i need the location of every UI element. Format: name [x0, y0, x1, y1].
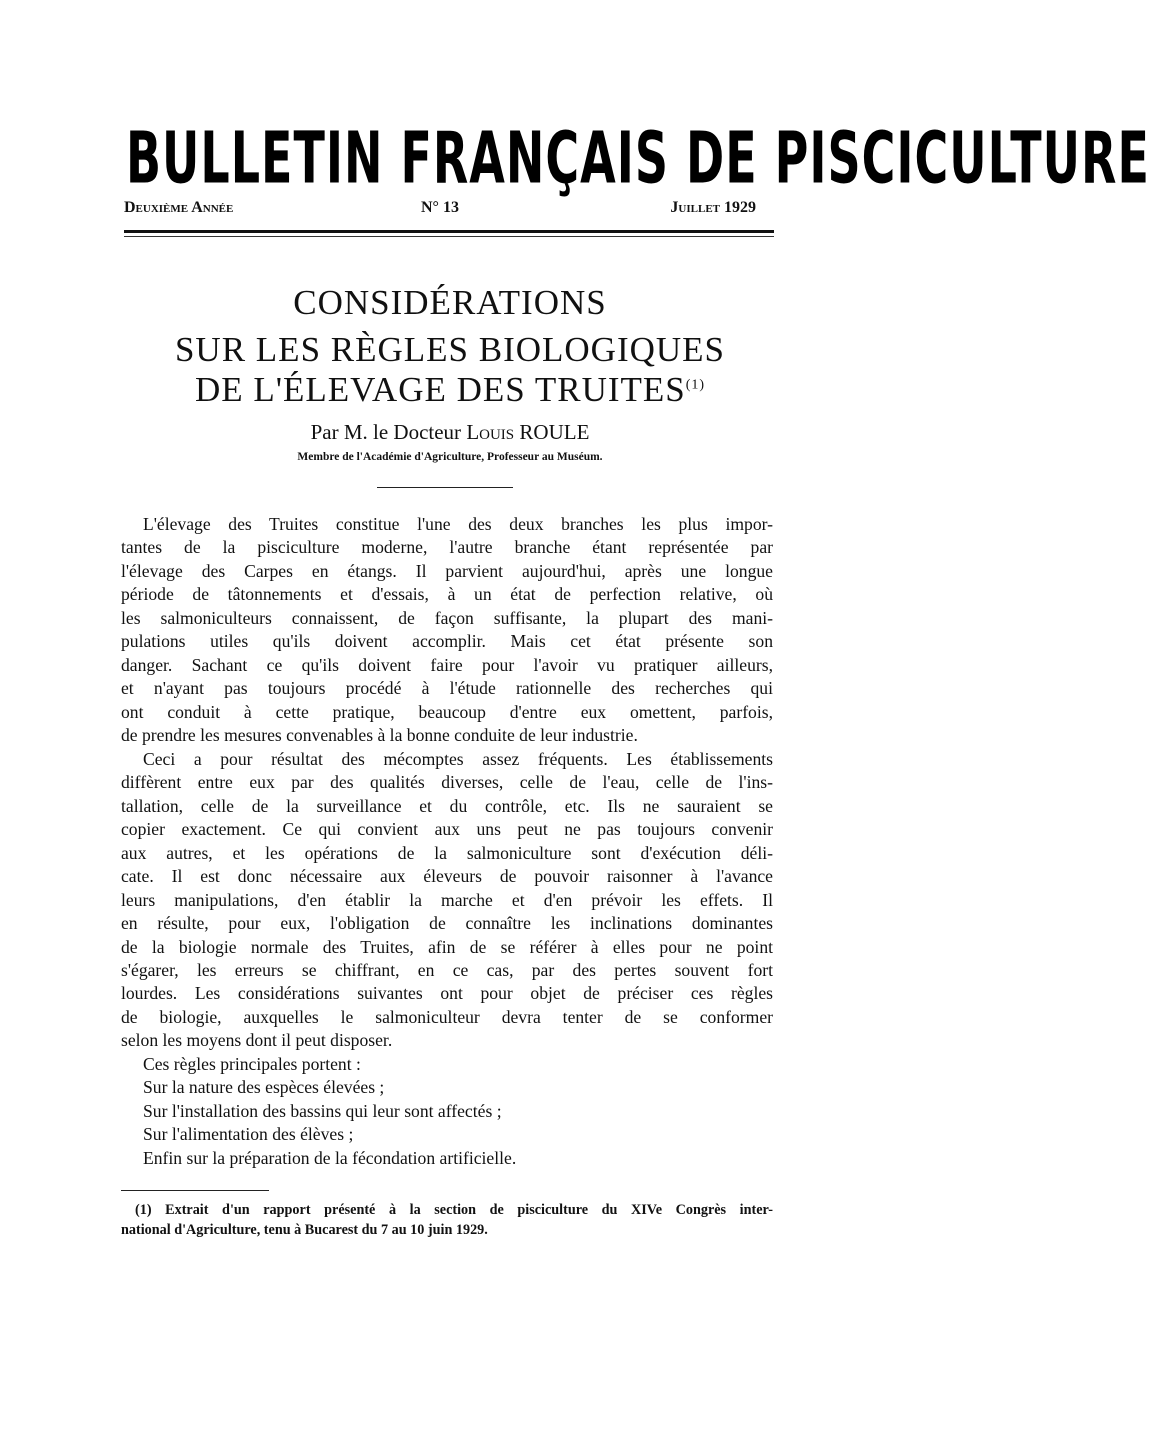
paragraph-line: tallation, celle de la surveillance et du contrôle, etc. Ils ne sauraient se — [121, 795, 773, 816]
paragraph-line: de biologie, auxquelles le salmoniculteur devra tenter de se conformer — [121, 1006, 773, 1027]
issue-date: Juillet 1929 — [670, 199, 756, 216]
article-title-line-2: SUR LES RÈGLES BIOLOGIQUES — [174, 330, 726, 369]
paragraph-line: en résulte, pour eux, l'obligation de connaître les inclinations dominantes — [121, 913, 773, 934]
article-title-line-3-text: DE L'ÉLEVAGE DES TRUITES — [194, 370, 686, 409]
byline-prefix: Par M. le Docteur — [310, 420, 462, 444]
masthead-rule-thin — [124, 236, 774, 237]
rules-list-item: Sur l'alimentation des élèves ; — [143, 1124, 354, 1145]
rules-list-intro: Ces règles principales portent : — [143, 1054, 361, 1074]
paragraph-line: les salmoniculteurs connaissent, de façon suffisante, la plupart des mani- — [121, 607, 773, 628]
paragraph-line: copier exactement. Ce qui convient aux uns peut ne pas toujours convenir — [121, 819, 773, 840]
footnote-line: national d'Agriculture, tenu à Bucarest du 7 au 10 juin 1929. — [121, 1222, 488, 1238]
rules-list-item: Sur l'installation des bassins qui leur sont affectés ; — [143, 1100, 502, 1121]
footnote-line: (1) Extrait d'un rapport présenté à la section de pisciculture du XIVe Congrès inter- — [135, 1202, 773, 1218]
rules-list — [121, 1053, 773, 1170]
paragraph-line: cate. Il est donc nécessaire aux éleveurs de pouvoir raisonner à l'avance — [121, 866, 773, 887]
paragraph-line: danger. Sachant ce qu'ils doivent faire pour l'avoir vu pratiquer ailleurs, — [121, 654, 773, 675]
rules-list-item: Sur la nature des espèces élevées ; — [143, 1077, 385, 1098]
paragraph-line: pulations utiles qu'ils doivent accomplir. Mais cet état présente son — [121, 631, 773, 652]
paragraph-line: ont conduit à cette pratique, beaucoup d'entre eux omettent, parfois, — [121, 701, 773, 722]
title-separator-rule — [377, 487, 513, 488]
paragraph-line: s'égarer, les erreurs se chiffrant, en ce cas, par des pertes souvent fort — [121, 959, 773, 980]
article-title-line-1: CONSIDÉRATIONS — [293, 283, 607, 322]
paragraph-line: Ceci a pour résultat des mécomptes assez fréquents. Les établissements — [143, 749, 773, 769]
paragraph-line: période de tâtonnements et d'essais, à un état de perfection relative, où — [121, 584, 773, 605]
issue-info — [124, 199, 764, 221]
paragraph-line: de la biologie normale des Truites, afin de se référer à elles pour ne point — [121, 936, 773, 957]
paragraph-line: et n'ayant pas toujours procédé à l'étude rationnelle des recherches qui — [121, 678, 773, 699]
footnote-rule — [121, 1190, 269, 1191]
paragraph-1 — [121, 513, 773, 747]
paragraph-line: aux autres, et les opérations de la salmoniculture sont d'exécution déli- — [121, 842, 773, 863]
paragraph-line: de prendre les mesures convenables à la bonne conduite de leur industrie. — [121, 724, 638, 745]
paragraph-line: tantes de la pisciculture moderne, l'autre branche étant représentée par — [121, 537, 773, 558]
author-last-name: ROULE — [519, 420, 590, 444]
paragraph-line: diffèrent entre eux par des qualités diverses, celle de l'eau, celle de l'ins- — [121, 772, 773, 793]
journal-masthead: BULLETIN FRANÇAIS DE PISCICULTURE — [126, 115, 1150, 200]
masthead-rule-thick — [124, 230, 774, 233]
footnote — [121, 1200, 773, 1240]
author-first-name: Louis — [466, 420, 515, 444]
author-byline — [120, 420, 780, 445]
paragraph-line: L'élevage des Truites constitue l'une des deux branches les plus impor- — [143, 514, 773, 534]
author-affiliation: Membre de l'Académie d'Agriculture, Professeur au Muséum. — [297, 451, 603, 463]
paragraph-2 — [121, 748, 773, 1053]
rules-list-item: Enfin sur la préparation de la fécondation artificielle. — [143, 1147, 517, 1168]
paragraph-line: leurs manipulations, d'en établir la marche et d'en prévoir les effets. Il — [121, 889, 773, 910]
issue-number: N° 13 — [421, 199, 459, 216]
paragraph-line: l'élevage des Carpes en étangs. Il parvient aujourd'hui, après une longue — [121, 560, 773, 581]
title-footnote-marker: (1) — [685, 377, 706, 393]
paragraph-line: lourdes. Les considérations suivantes ont pour objet de préciser ces règles — [121, 983, 773, 1004]
paragraph-line: selon les moyens dont il peut disposer. — [121, 1030, 393, 1051]
issue-year-label: Deuxième Année — [124, 199, 234, 216]
article-title-line-3 — [120, 372, 780, 407]
